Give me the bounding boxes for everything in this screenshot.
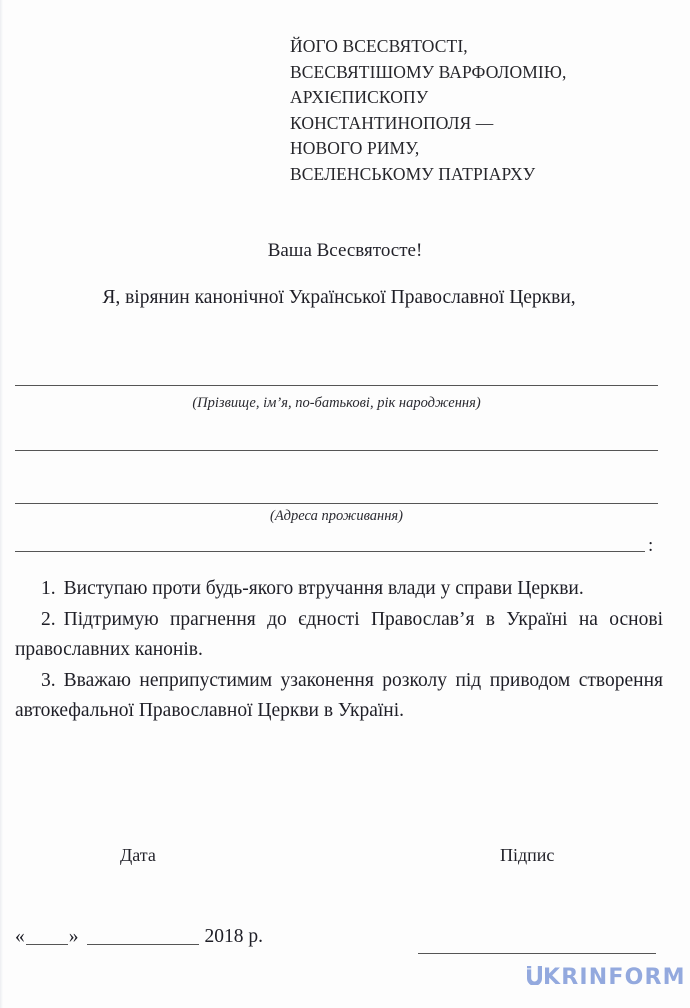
- form-caption-address: (Адреса проживання): [270, 508, 403, 524]
- ukrinform-watermark: [527, 966, 686, 990]
- intro-sentence: Я, вірянин канонічної Української Православної Церкви,: [102, 287, 576, 308]
- date-entry-row: [15, 926, 263, 948]
- statement-1-text: Виступаю проти будь-якого втручання влади у справи Церкви.: [63, 578, 584, 599]
- date-quote-open: «: [15, 926, 25, 947]
- statement-3-number: 3.: [41, 669, 56, 691]
- form-rule-address-2[interactable]: [15, 503, 658, 504]
- addressee-line-3: АРХІЄПИСКОПУ: [290, 87, 429, 107]
- addressee-line-5: НОВОГО РИМУ,: [290, 138, 420, 158]
- form-rule-address-3[interactable]: [15, 551, 645, 552]
- statement-1-number: 1.: [41, 578, 56, 599]
- statement-2-text: Підтримую прагнення до єдності Православ’я в Україні на основі православних канонів.: [15, 608, 663, 660]
- form-rule-name[interactable]: [15, 385, 658, 386]
- date-month-blank[interactable]: [87, 944, 199, 945]
- date-day-blank[interactable]: [26, 944, 68, 945]
- statement-2: [15, 605, 663, 666]
- date-label: Дата: [120, 845, 156, 865]
- signature-rule[interactable]: [418, 953, 656, 954]
- signature-label: Підпис: [500, 845, 555, 865]
- statement-3-text: Вважаю неприпустимим узаконення розколу під приводом створення автокефальної Православної Церкви в Україні.: [15, 669, 663, 721]
- addressee-header: [290, 34, 670, 187]
- form-caption-name: (Прізвище, ім’я, по-батькові, рік народження): [192, 395, 481, 411]
- date-quote-close: »: [68, 926, 79, 947]
- salutation: Ваша Всесвятосте!: [267, 240, 423, 261]
- statements-block: [15, 574, 663, 727]
- colon-mark: :: [648, 535, 654, 556]
- statement-3: [15, 666, 663, 727]
- signature-labels: [15, 845, 663, 871]
- addressee-line-6: ВСЕЛЕНСЬКОМУ ПАТРІАРХУ: [290, 163, 536, 184]
- date-year: 2018 р.: [204, 926, 263, 947]
- addressee-line-4: КОНСТАНТИНОПОЛЯ —: [290, 112, 494, 133]
- addressee-line-2: ВСЕСВЯТІШОМУ ВАРФОЛОМІЮ,: [290, 61, 567, 82]
- form-rule-address-1[interactable]: [15, 450, 658, 451]
- statement-1: [15, 574, 663, 605]
- ukrinform-u-icon: [527, 966, 542, 990]
- scan-edge-artifact: [0, 0, 3, 1008]
- ukrinform-wordmark-text: KRINFORM: [543, 965, 686, 990]
- statement-2-number: 2.: [41, 608, 56, 630]
- addressee-line-1: ЙОГО ВСЕСВЯТОСТІ,: [290, 36, 468, 56]
